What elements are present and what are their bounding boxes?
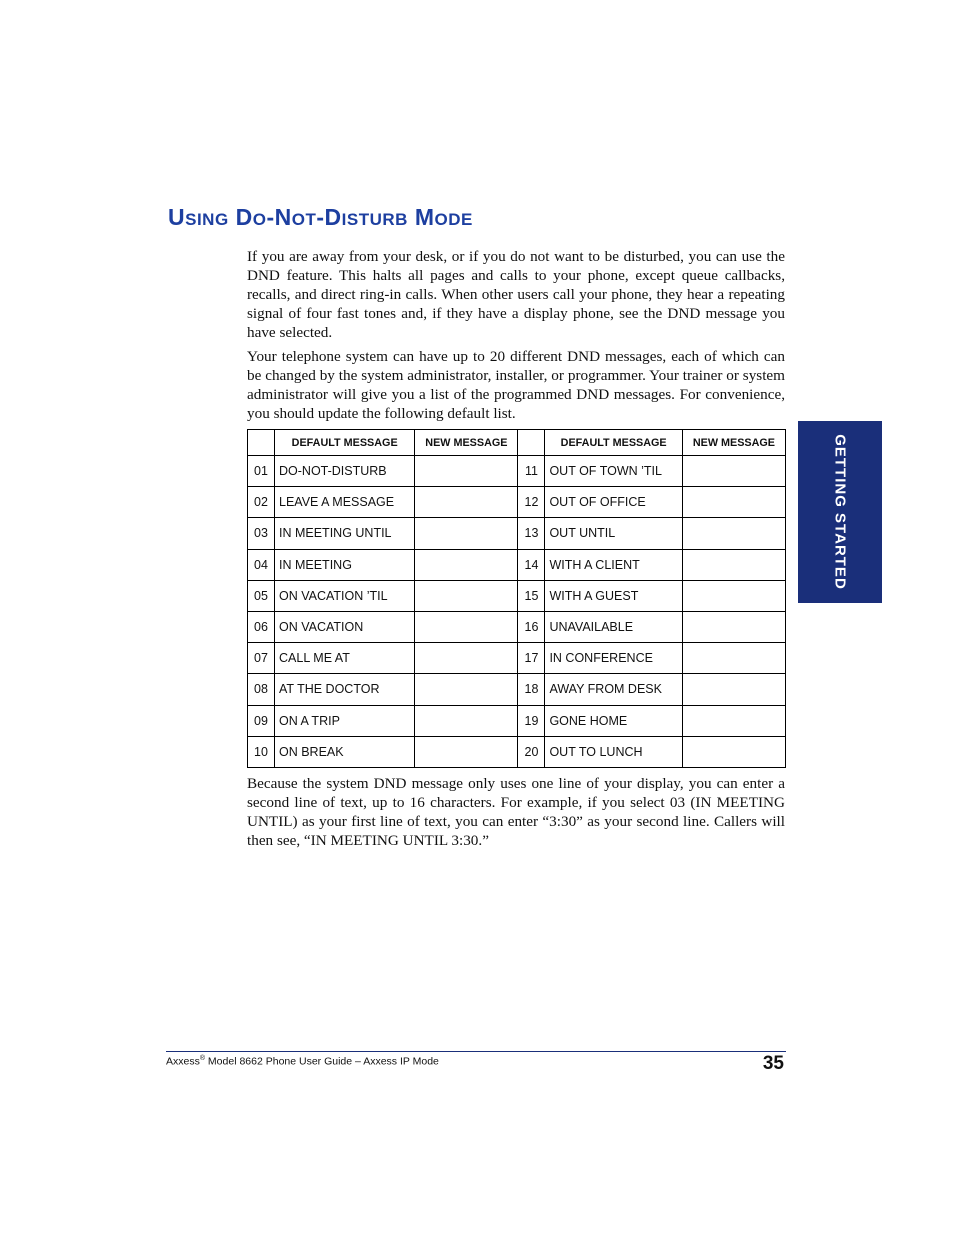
new-message-cell [415, 518, 518, 549]
row-number-cell: 12 [518, 487, 545, 518]
new-message-cell [682, 549, 785, 580]
row-number-cell: 13 [518, 518, 545, 549]
table-row [248, 736, 786, 767]
second-line-paragraph: Because the system DND message only uses one line of your display, you can enter a second line of text, up to 16 characters. For example, if you select 03 (IN MEETING UNTIL) as your first line of text, you can enter “3:30” as your second line. Callers will then see, “IN MEETING UNTIL 3:30.” [247, 775, 785, 849]
row-number-cell: 08 [248, 674, 275, 705]
row-number-cell: 02 [248, 487, 275, 518]
default-message-cell: ON A TRIP [275, 705, 415, 736]
row-number-cell: 11 [518, 456, 545, 487]
row-number-cell: 01 [248, 456, 275, 487]
header-default-message-2: DEFAULT MESSAGE [545, 430, 682, 456]
row-number-cell: 10 [248, 736, 275, 767]
new-message-cell [682, 611, 785, 642]
default-message-cell: OUT UNTIL [545, 518, 682, 549]
row-number-cell: 15 [518, 580, 545, 611]
new-message-cell [415, 705, 518, 736]
footer-text: Axxess® Model 8662 Phone User Guide – Axxess IP Mode [166, 1055, 439, 1068]
default-message-cell: ON BREAK [275, 736, 415, 767]
new-message-cell [682, 487, 785, 518]
default-message-cell: OUT OF TOWN ’TIL [545, 456, 682, 487]
default-message-cell: ON VACATION ’TIL [275, 580, 415, 611]
row-number-cell: 06 [248, 611, 275, 642]
page-number: 35 [762, 1053, 784, 1074]
row-number-cell: 03 [248, 518, 275, 549]
table-row [248, 643, 786, 674]
table-row [248, 456, 786, 487]
default-message-cell: OUT OF OFFICE [545, 487, 682, 518]
header-number-1 [248, 430, 275, 456]
messages-paragraph: Your telephone system can have up to 20 different DND messages, each of which can be changed by the system administrator, installer, or programmer. Your trainer or system administrator will give you a list of the programmed DND messages. For convenience, you should update the following default list. [247, 348, 785, 422]
default-message-cell: OUT TO LUNCH [545, 736, 682, 767]
new-message-cell [415, 456, 518, 487]
dnd-messages-table [247, 429, 786, 768]
default-message-cell: AWAY FROM DESK [545, 674, 682, 705]
default-message-cell: LEAVE A MESSAGE [275, 487, 415, 518]
row-number-cell: 09 [248, 705, 275, 736]
new-message-cell [415, 736, 518, 767]
table-row [248, 674, 786, 705]
new-message-cell [682, 456, 785, 487]
default-message-cell: GONE HOME [545, 705, 682, 736]
table-row [248, 705, 786, 736]
default-message-cell: UNAVAILABLE [545, 611, 682, 642]
header-new-message-1: NEW MESSAGE [415, 430, 518, 456]
row-number-cell: 05 [248, 580, 275, 611]
getting-started-tab [798, 421, 882, 603]
row-number-cell: 14 [518, 549, 545, 580]
footer-rule [166, 1051, 786, 1052]
table-header-row [248, 430, 786, 456]
side-tab-label: GETTING STARTED [831, 434, 849, 590]
table-row [248, 580, 786, 611]
header-new-message-2: NEW MESSAGE [682, 430, 785, 456]
default-message-cell: IN MEETING UNTIL [275, 518, 415, 549]
default-message-cell: CALL ME AT [275, 643, 415, 674]
new-message-cell [415, 549, 518, 580]
default-message-cell: WITH A CLIENT [545, 549, 682, 580]
new-message-cell [415, 643, 518, 674]
new-message-cell [682, 580, 785, 611]
new-message-cell [682, 736, 785, 767]
new-message-cell [682, 518, 785, 549]
default-message-cell: DO-NOT-DISTURB [275, 456, 415, 487]
row-number-cell: 16 [518, 611, 545, 642]
new-message-cell [415, 674, 518, 705]
table-row [248, 487, 786, 518]
header-number-2 [518, 430, 545, 456]
row-number-cell: 20 [518, 736, 545, 767]
row-number-cell: 04 [248, 549, 275, 580]
intro-paragraph: If you are away from your desk, or if you do not want to be disturbed, you can use the DND feature. This halts all pages and calls to your phone, except queue callbacks, recalls, and direct ring-in calls. When other users call your phone, they hear a repeating signal of four fast tones and, if they have a display phone, see the DND message you have selected. [247, 248, 785, 341]
table-row [248, 549, 786, 580]
new-message-cell [682, 674, 785, 705]
row-number-cell: 17 [518, 643, 545, 674]
default-message-cell: IN CONFERENCE [545, 643, 682, 674]
table-row [248, 611, 786, 642]
header-default-message-1: DEFAULT MESSAGE [275, 430, 415, 456]
new-message-cell [682, 705, 785, 736]
new-message-cell [415, 487, 518, 518]
table-row [248, 518, 786, 549]
row-number-cell: 07 [248, 643, 275, 674]
row-number-cell: 18 [518, 674, 545, 705]
new-message-cell [415, 611, 518, 642]
row-number-cell: 19 [518, 705, 545, 736]
default-message-cell: WITH A GUEST [545, 580, 682, 611]
new-message-cell [415, 580, 518, 611]
new-message-cell [682, 643, 785, 674]
default-message-cell: AT THE DOCTOR [275, 674, 415, 705]
default-message-cell: IN MEETING [275, 549, 415, 580]
default-message-cell: ON VACATION [275, 611, 415, 642]
section-title: USING DO-NOT-DISTURB MODE [168, 204, 473, 230]
